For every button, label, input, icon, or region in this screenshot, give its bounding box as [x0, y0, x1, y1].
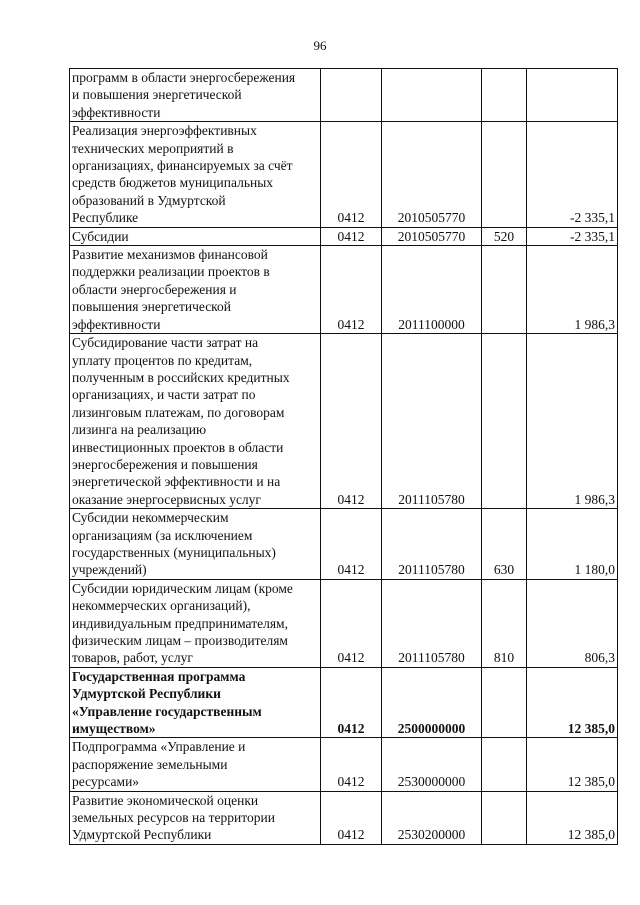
table-row	[70, 791, 618, 844]
row-type-cell	[482, 122, 527, 227]
row-name-cell: Субсидии	[70, 227, 321, 245]
row-type-cell	[482, 69, 527, 122]
table-row	[70, 122, 618, 227]
row-amount-cell: 1 180,0	[527, 509, 618, 580]
table-row	[70, 69, 618, 122]
row-amount-cell: 1 986,3	[527, 246, 618, 334]
table-row	[70, 738, 618, 791]
row-type-cell: 810	[482, 579, 527, 667]
table-row	[70, 579, 618, 667]
row-name-cell: Развитие механизмов финансовой поддержки реализации проектов в области энергосбережения и повышения энергетической эффективности	[70, 246, 321, 334]
row-type-cell	[482, 334, 527, 509]
row-type-cell	[482, 246, 527, 334]
row-code-cell: 2011105780	[382, 579, 482, 667]
row-name-cell: Субсидии некоммерческим организациям (за исключением государственных (муниципальных) учреждений)	[70, 509, 321, 580]
row-name-cell: Субсидирование части затрат на уплату процентов по кредитам, полученным в российских кредитных организациях, и части затрат по лизинговым платежам, по договорам лизинга на реализацию инвестиционных проектов в области энергосбережения и повышения энергетической эффективности и на оказание энергосервисных услуг	[70, 334, 321, 509]
row-amount-cell: 12 385,0	[527, 667, 618, 738]
row-code-cell: 2530000000	[382, 738, 482, 791]
row-code-cell: 2011105780	[382, 509, 482, 580]
table-row	[70, 246, 618, 334]
row-section-cell: 0412	[321, 122, 382, 227]
row-section-cell: 0412	[321, 738, 382, 791]
row-section-cell: 0412	[321, 246, 382, 334]
row-type-cell	[482, 667, 527, 738]
table-row	[70, 667, 618, 738]
row-section-cell: 0412	[321, 509, 382, 580]
row-amount-cell: -2 335,1	[527, 122, 618, 227]
row-name-cell: Субсидии юридическим лицам (кроме некоммерческих организаций), индивидуальным предпринимателям, физическим лицам – производителям товаров, работ, услуг	[70, 579, 321, 667]
row-code-cell: 2500000000	[382, 667, 482, 738]
row-type-cell: 630	[482, 509, 527, 580]
table-row	[70, 334, 618, 509]
table-row	[70, 509, 618, 580]
row-section-cell: 0412	[321, 334, 382, 509]
budget-table	[69, 68, 618, 845]
row-code-cell: 2011105780	[382, 334, 482, 509]
row-amount-cell: 1 986,3	[527, 334, 618, 509]
budget-table-body	[70, 69, 618, 845]
row-type-cell	[482, 791, 527, 844]
row-code-cell: 2010505770	[382, 227, 482, 245]
row-type-cell: 520	[482, 227, 527, 245]
row-amount-cell	[527, 69, 618, 122]
row-name-cell: Подпрограмма «Управление и распоряжение земельными ресурсами»	[70, 738, 321, 791]
row-code-cell: 2010505770	[382, 122, 482, 227]
row-section-cell: 0412	[321, 227, 382, 245]
page-number: 96	[313, 38, 327, 53]
table-row	[70, 227, 618, 245]
row-code-cell: 2530200000	[382, 791, 482, 844]
row-code-cell	[382, 69, 482, 122]
row-amount-cell: 12 385,0	[527, 738, 618, 791]
row-name-cell: Развитие экономической оценки земельных ресурсов на территории Удмуртской Республики	[70, 791, 321, 844]
row-section-cell: 0412	[321, 791, 382, 844]
row-code-cell: 2011100000	[382, 246, 482, 334]
row-section-cell: 0412	[321, 579, 382, 667]
row-amount-cell: 806,3	[527, 579, 618, 667]
row-name-cell: Реализация энергоэффективных технических мероприятий в организациях, финансируемых за счёт средств бюджетов муниципальных образований в Удмуртской Республике	[70, 122, 321, 227]
row-amount-cell: -2 335,1	[527, 227, 618, 245]
row-name-cell: Государственная программа Удмуртской Республики «Управление государственным имуществом»	[70, 667, 321, 738]
row-section-cell: 0412	[321, 667, 382, 738]
row-amount-cell: 12 385,0	[527, 791, 618, 844]
row-section-cell	[321, 69, 382, 122]
row-name-cell: программ в области энергосбережения и повышения энергетической эффективности	[70, 69, 321, 122]
row-type-cell	[482, 738, 527, 791]
